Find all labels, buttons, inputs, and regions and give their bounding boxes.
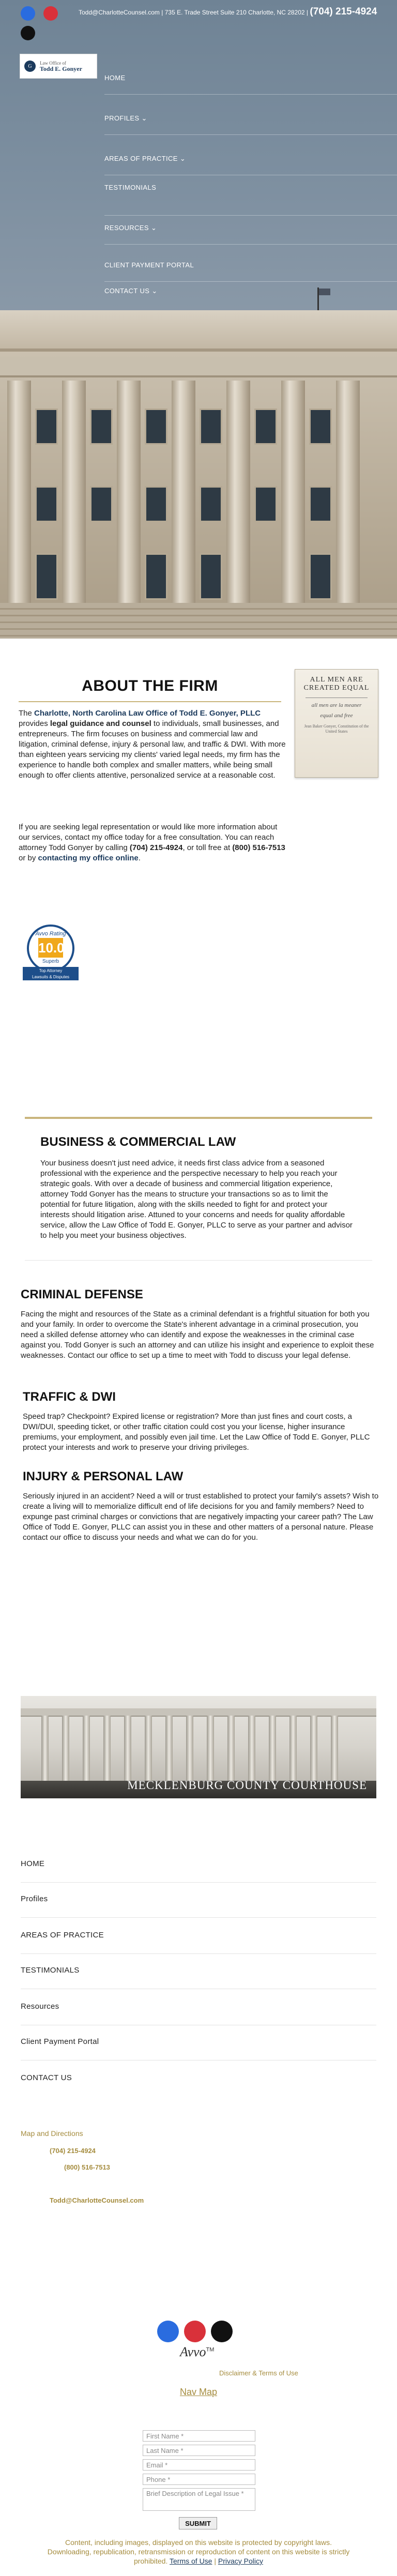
practice-title-injury: INJURY & PERSONAL LAW	[23, 1469, 184, 1483]
footer-nav-areas[interactable]: AREAS OF PRACTICE	[21, 1931, 104, 1939]
building-column	[62, 381, 86, 603]
avvo-rating-badge[interactable]	[23, 925, 79, 984]
nav-divider	[104, 244, 397, 245]
nav-client-payment-portal[interactable]: CLIENT PAYMENT PORTAL	[104, 261, 194, 269]
practice-text-traffic: Speed trap? Checkpoint? Expired license or registration? More than just fines and court costs, a DWI/DUI, speeding ticket, or other traffic citation could cost you your license, higher insurance premiums, your employment, and possibly even jail time. Let the Law Office of Todd E. Gonyer, PLLC protect your interests and work to preserve your driving privileges.	[23, 1412, 370, 1452]
avvo-logo[interactable]: Avvo™	[180, 2344, 215, 2359]
nav-divider	[104, 134, 397, 135]
title-underline	[19, 701, 281, 702]
privacy-policy-link[interactable]: Privacy Policy	[218, 2557, 264, 2565]
footer-nav-profiles[interactable]: Profiles	[21, 1895, 48, 1903]
header-address: 735 E. Trade Street Suite 210 Charlotte, NC 28202	[164, 9, 305, 16]
footer-nav-contact[interactable]: CONTACT US	[21, 2073, 72, 2082]
scroll-small-text: Jean Baker Gonyer, Constitution of the United States	[304, 724, 369, 734]
practice-title-business: BUSINESS & COMMERCIAL LAW	[40, 1135, 236, 1149]
header-phone[interactable]: (704) 215-4924	[310, 6, 377, 17]
about-paragraph-1: The Charlotte, North Carolina Law Office of Todd E. Gonyer, PLLC provides legal guidance and counsel to individuals, small businesses, and entrepreneurs. The firm focuses on business and commercial law and litigation, criminal defense, injury & personal law, and traffic & DWI. With more than eighteen years servicing my clients' varied legal needs, my firm has the experience to handle both complex and smaller matters, while being small enough to offer clients attentive, personalized service at a reasonable cost.	[19, 709, 286, 780]
practice-text-criminal: Facing the might and resources of the State as a criminal defendant is a frightful situation for both you and your family. In order to overcome the State's inherent advantage in a criminal prosecution, you need a skilled defense attorney who can identify and expose the weaknesses in the criminal case against you. Todd Gonyer is such an attorney and can utilize his insight and experience to exploit these weaknesses. Contact our office to set up a time to meet with Todd to discuss your legal defense.	[21, 1310, 374, 1360]
sky-background	[0, 0, 397, 321]
phone-tollfree[interactable]: (800) 516-7513	[232, 843, 285, 852]
facebook-icon[interactable]	[21, 6, 35, 21]
footer-email[interactable]: Todd@CharlotteCounsel.com	[50, 2196, 144, 2204]
facebook-icon[interactable]	[157, 2321, 179, 2342]
courthouse-caption: MECKLENBURG COUNTY COURTHOUSE	[127, 1779, 367, 1792]
nav-profiles[interactable]: PROFILES ⌄	[104, 114, 147, 122]
nav-contact-us[interactable]: CONTACT US ⌄	[104, 287, 158, 295]
building-window	[254, 486, 277, 522]
building-column	[336, 381, 360, 603]
building-window	[200, 486, 222, 522]
building-door	[200, 553, 222, 600]
nav-divider	[104, 215, 397, 216]
badge-brand: Avvo Rating	[35, 931, 66, 937]
disclaimer-link[interactable]: Disclaimer & Terms of Use	[219, 2369, 298, 2377]
nav-areas-of-practice[interactable]: AREAS OF PRACTICE ⌄	[104, 155, 186, 162]
logo-line1: Law Office of	[40, 60, 66, 66]
building-window	[35, 408, 58, 445]
chevron-down-icon: ⌄	[151, 287, 158, 295]
nav-divider	[104, 281, 397, 282]
contact-info: Todd@CharlotteCounsel.com | 735 E. Trade Street Suite 210 Charlotte, NC 28202 | (704) 215-4924	[79, 6, 377, 17]
building-door	[145, 553, 167, 600]
phone-local[interactable]: (704) 215-4924	[129, 843, 183, 852]
building-column	[281, 381, 305, 603]
logo-name: Todd E. Gonyer	[40, 65, 82, 72]
yelp-icon[interactable]	[43, 6, 58, 21]
chevron-down-icon: ⌄	[150, 224, 157, 232]
email-field[interactable]	[143, 2459, 255, 2471]
nav-home[interactable]: HOME	[104, 74, 126, 82]
nav-divider	[104, 94, 397, 95]
building-window	[90, 408, 113, 445]
about-paragraph-2: If you are seeking legal representation or would like more information about our services, contact my office today for a free consultation. You can reach attorney Todd Gonyer by calling (704) 215-4924, or toll free at (800) 516-7513 or by contacting my office online.	[19, 823, 285, 862]
about-title: ABOUT THE FIRM	[82, 677, 218, 694]
building-window	[145, 486, 167, 522]
nav-map-link[interactable]: Nav Map	[179, 2387, 218, 2397]
building-column	[7, 381, 31, 603]
building-column	[117, 381, 141, 603]
building-door	[309, 553, 332, 600]
chevron-down-icon: ⌄	[141, 114, 147, 122]
avvo-icon[interactable]	[211, 2321, 233, 2342]
building-column	[172, 381, 195, 603]
legal-guidance-text: legal guidance and counsel	[50, 719, 151, 728]
practice-text-business: Your business doesn't just need advice, it needs first class advice from a seasoned professional with the experience and the perspective necessary to help you reach your strategic goals. With over a decade of business and commercial litigation experience, attorney Todd Gonyer has the means to structure your transactions so as to limit the potential for future litigation, along with the skills needed to fight for and protect your interests should litigation arise. Attuned to your concerns and needs for quality affordable service, allow the Law Office of Todd E. Gonyer, PLLC to serve as your partner and advisor to help you meet your business objectives.	[40, 1159, 353, 1240]
contact-online-link[interactable]: contacting my office online	[38, 854, 139, 862]
building-window	[145, 408, 167, 445]
firm-logo[interactable]	[20, 54, 97, 79]
footer-nav-resources[interactable]: Resources	[21, 2002, 59, 2011]
building-window	[35, 486, 58, 522]
badge-ribbon: Top Attorney Lawsuits & Disputes	[23, 967, 79, 980]
top-bar	[0, 0, 397, 40]
mecklenburg-courthouse-image	[21, 1696, 376, 1798]
footer-phone-2[interactable]: (800) 516-7513	[64, 2163, 110, 2171]
footer-phone-1[interactable]: (704) 215-4924	[50, 2147, 96, 2155]
last-name-field[interactable]	[143, 2445, 255, 2456]
building-column	[226, 381, 250, 603]
map-directions-link[interactable]: Map and Directions	[21, 2129, 83, 2138]
practice-title-traffic: TRAFFIC & DWI	[23, 1390, 116, 1404]
first-name-field[interactable]	[143, 2430, 255, 2442]
phone-field[interactable]	[143, 2474, 255, 2485]
practice-title-criminal: CRIMINAL DEFENSE	[21, 1287, 143, 1301]
scroll-line-1: all men are la meaner	[311, 702, 362, 708]
building-pediment	[0, 310, 397, 352]
terms-of-use-link[interactable]: Terms of Use	[170, 2557, 212, 2565]
flag	[319, 289, 330, 295]
logo-seal-icon: G	[24, 60, 36, 72]
firm-name-link[interactable]: Charlotte, North Carolina Law Office of Todd E. Gonyer, PLLC	[34, 709, 261, 718]
scroll-line-2: equal and free	[320, 713, 353, 719]
hero-section	[0, 0, 397, 639]
building-window	[254, 408, 277, 445]
building-window	[309, 408, 332, 445]
badge-score: 10.0	[38, 938, 63, 958]
copyright-notice: Content, including images, displayed on this website is protected by copyright laws. Downloading, republication, retransmission or reproduction of content on this website is strictly prohibited. Terms of Use | Privacy Policy	[47, 2538, 350, 2565]
logo-text	[40, 60, 82, 72]
building-window	[200, 408, 222, 445]
legal-issue-description-field[interactable]	[143, 2488, 255, 2511]
practice-text-injury: Seriously injured in an accident? Need a will or trust established to protect your family's assets? Wish to create a living will to memorialize difficult end of life decisions for you and family members? Need to expunge past criminal charges or convictions that are negatively impacting your career path? The Law Office of Todd E. Gonyer, PLLC can assist you in these and other matters of a personal nature. Please contact our office to discuss your needs and what we can do for you.	[23, 1492, 379, 1542]
header-email[interactable]: Todd@CharlotteCounsel.com	[79, 9, 160, 16]
footer-nav-testimonials[interactable]: TESTIMONIALS	[21, 1966, 80, 1975]
nav-resources[interactable]: RESOURCES ⌄	[104, 224, 157, 232]
yelp-icon[interactable]	[184, 2321, 206, 2342]
building-frieze	[0, 357, 397, 377]
submit-button[interactable]: SUBMIT	[179, 2517, 217, 2529]
avvo-icon[interactable]	[21, 26, 35, 40]
chevron-down-icon: ⌄	[179, 155, 186, 162]
building-steps	[0, 603, 397, 639]
building-window	[90, 486, 113, 522]
nav-testimonials[interactable]: TESTIMONIALS	[104, 184, 157, 191]
building-window	[309, 486, 332, 522]
scroll-heading: ALL MEN ARE CREATED EQUAL	[303, 676, 370, 692]
constitution-scroll-image	[295, 669, 378, 778]
badge-label: Superb	[42, 959, 59, 964]
building-door	[35, 553, 58, 600]
footer-nav-home[interactable]: HOME	[21, 1859, 45, 1868]
footer-nav-payment[interactable]: Client Payment Portal	[21, 2037, 99, 2046]
